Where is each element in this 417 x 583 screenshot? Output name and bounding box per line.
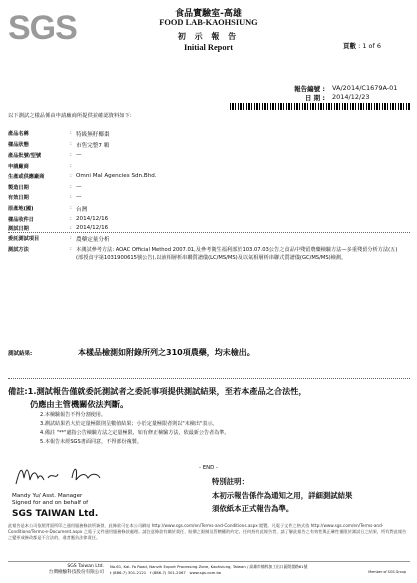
field-label: 測試方法 [8,247,29,253]
notes-label: 備註: [8,386,28,396]
field-label: 製造日期 [8,185,29,191]
footer-company-zh: 台灣檢驗科技股份有限公司 [48,569,104,575]
field-colon: : [70,246,72,252]
footer-phone: t (886-7) 301-2121 [110,569,147,575]
field-label: 測試日期 [8,226,29,232]
footer-www: www.sgs.com.tw [189,569,222,575]
result-label: 測試結果: [8,351,33,357]
note-2: 2.本檢驗報告不得分割使用。 [40,412,106,418]
result-text: 本樣品檢測如附錄所列之310項農藥，均未檢出。 [78,348,255,357]
footer-address: No.61, Kai- Fa Road, Nanzih Export Processing Zone, Kaohsiung, Taiwan / 高雄市楠梓加工出口區開發路61號 [110,564,308,569]
subtitle-zh: 初 示 報 告 [177,32,240,41]
field-colon: : [70,141,72,147]
note-5: 5.本報告未經SGS書面同意，不得部份複製。 [40,439,142,445]
note-1b: 仍應由主管機關依法判斷。 [30,399,129,409]
field-colon: : [70,173,72,179]
field-colon: : [70,163,72,169]
title-en: FOOD LAB-KAOHSIUNG [159,18,258,27]
field-value: 特級無籽椰棗 [76,132,110,138]
page-number [343,41,381,50]
field-value: Omni Mal Agencies Sdn.Bhd. [76,173,157,179]
divider [8,378,410,379]
title-zh: 食品實驗室-高雄 [175,9,242,19]
remark-line3: 須依紙本正式報告為準。 [212,504,294,513]
field-colon: : [70,205,72,211]
field-value: — [76,194,82,200]
field-colon: : [70,184,72,190]
intro-text: 以下測試之樣品係由申請廠商所提供並確認資料如下: [8,113,132,119]
field-value: 2014/12/16 [76,225,109,231]
field-value: 市售完整7 顆 [76,143,110,149]
notes-section [8,385,408,447]
field-colon: : [70,130,72,136]
end-marker: - END - [199,465,218,471]
report-no: VA/2014/C1679A-01 [332,84,398,92]
field-colon: : [70,225,72,231]
field-colon: : [70,194,72,200]
field-label: 產品名稱 [8,131,29,137]
field-value: 農藥定量分析 [76,237,110,243]
field-label: 有效日期 [8,195,29,201]
footer-fax: f (886-7) 301-2067 [149,569,186,575]
divider [8,232,410,233]
date-label: 日 期 : [304,94,325,102]
logo-text: SGS [8,9,77,47]
footer-bar [8,561,410,576]
report-date: 2014/12/23 [332,93,370,101]
remark-line1: 特別註明： [212,477,249,486]
field-label: 樣品收件日 [8,217,34,223]
subtitle-en: Initial Report [183,43,234,52]
signer-company: SGS TAIWAN Ltd. [12,509,99,519]
field-colon: : [70,216,72,222]
field-colon: : [70,235,72,241]
field-value: 本測試參考方法: AOAC Official Method 2007.01,及參考衛生福利部於103.07.03公告之食品中殘留農藥檢驗方法—多重殘留分析方法(五) (部授食字第1031900615號公告),以液相層析串聯質譜儀(LC/MS/MS)及以氣相層析串聯式質譜儀(GC/MS/MS)檢測。 [76,247,398,262]
field-value: — [76,152,82,158]
signature-image [12,458,152,490]
field-label: 樣品狀態 [8,142,29,148]
field-label: 原產地(國) [8,206,34,212]
field-label: 委託測試項目 [8,236,40,242]
page-label: 頁數 [342,42,356,50]
page-value: : 1 of 6 [358,42,381,50]
note-3: 3.測試結果若大於定量極限則呈數值結果；小於定量極限者則以"未檢出"表示。 [40,421,218,427]
report-no-label: 報告編號 : [294,85,325,93]
footer-member: Member of SGS Group [368,570,406,574]
note-1: 1.測試報告僅就委託測試者之委託事項提供測試結果，至若本產品之合法性， [27,386,307,396]
field-value: — [76,184,82,190]
signer-name: Mandy Yu/ Asst. Manager [12,493,83,499]
remark-line2: 本初示報告係作為通知之用，詳細測試結果 [212,491,353,500]
field-label: 產品批號/型號 [8,153,42,159]
field-value: 2014/12/16 [76,216,109,222]
footer-terms: 此報告是本公司依照背面所印之通用服務條款所簽發，此條款可在本公司網站 http://www.sgs.com/en/Terms-and-Conditions.aspx 閱覽。凡電子文件之格式依 http://www.sgs.com/en/Terms-and-Conditions/Terms-e-Document.aspx 之電子文件通用服務條款處理。請注意條款有關於責任、賠償之限制及管轄權的約定。任何持有此報告者，請了解此報告之有效性與正確性僅限於測試日之結果，所有對此報告之變更或修改都是不合法的，違者應負法律責任。 [8,523,407,541]
footer-company: SGS Taiwan Ltd. [67,564,104,569]
field-label: 生產或供應廠商 [8,174,45,180]
field-label: 申請廠商 [8,164,29,170]
barcode [230,103,410,110]
note-4: 4.備註 "**"處指公告檢驗方法之定量極限，如有修正檢驗方法，依最新公告者為準。 [40,430,230,436]
signed-for: Signed for and on behalf of [12,500,89,506]
field-colon: : [70,152,72,158]
field-value: 台灣 [76,207,88,213]
